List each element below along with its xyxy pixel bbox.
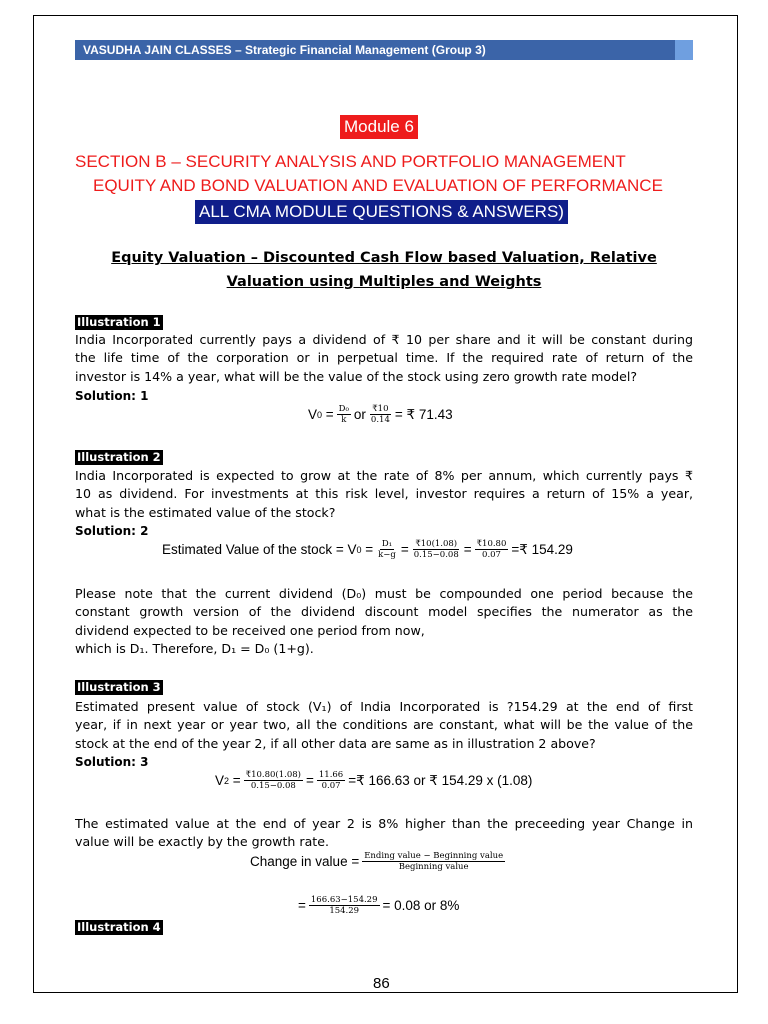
formula-subscript: 0 (317, 409, 323, 420)
formula-or: or (353, 407, 366, 422)
fraction: $\frac{₹10.80}{0.07}$ (476, 539, 507, 560)
formula-result: = ₹ 71.43 (394, 406, 453, 422)
text-line: year, if in next year or year two, all the conditions are constant, what will be the value of the (75, 717, 693, 733)
fraction: $\frac{11.66}{0.07}$ (318, 770, 344, 791)
running-header (75, 40, 693, 60)
page-number: 86 (373, 975, 390, 992)
solution-1-label: Solution: 1 (75, 389, 149, 403)
text-line: 10 as dividend. For investments at this risk level, investor requires a return of 15% a year, (75, 486, 693, 502)
formula-lhs: Change in value = (250, 854, 360, 869)
formula-lhs: Estimated Value of the stock = V (162, 542, 357, 557)
change-formula (250, 851, 508, 872)
formula-result: =₹ 154.29 (511, 541, 573, 557)
fraction: $\frac{₹10(1.08)}{0.15-0.08}$ (413, 539, 459, 560)
illustration-3-label: Illustration 3 (77, 680, 161, 694)
fraction: $\frac{\text{D₁}}{k-g}$ (378, 539, 396, 560)
section-heading: SECTION B – SECURITY ANALYSIS AND PORTFOLIO MANAGEMENT (75, 152, 626, 171)
fraction: $\frac{₹10}{0.14}$ (370, 404, 390, 425)
questions-banner: ALL CMA MODULE QUESTIONS & ANSWERS) (195, 200, 568, 224)
formula-result: = 0.08 or 8% (382, 898, 460, 913)
change-calculation: = $\frac{166.63-154.29}{154.29}$ = 0.08 or 8% (298, 895, 460, 916)
illustration-2-label: Illustration 2 (77, 450, 161, 464)
illustration-3-text (75, 698, 693, 753)
fraction: $\frac{₹10.80(1.08)}{0.15-0.08}$ (245, 770, 301, 791)
illustration-3-note (75, 815, 693, 852)
formula-subscript: 0 (356, 544, 362, 555)
formula-1: V 0 = $\frac{\text{D₀}}{k}$ or $\frac{₹10}{0.14}$ = ₹ 71.43 (308, 404, 453, 425)
text-line: India Incorporated is expected to grow at the rate of 8% per annum, which currently pays ₹ (75, 468, 693, 483)
module-label: Module 6 (340, 115, 418, 139)
solution-3-label: Solution: 3 (75, 755, 149, 769)
fraction: $\frac{\text{D₀}}{k}$ (338, 404, 349, 425)
fraction: $\frac{\text{Ending value − Beginning value}}{\text{Beginning value}}$ (364, 851, 504, 872)
formula-subscript: 2 (224, 775, 230, 786)
page-title-line-1: Equity Valuation – Discounted Cash Flow based Valuation, Relative (111, 250, 657, 266)
illustration-2-note (75, 585, 693, 659)
header-accent (675, 40, 693, 60)
page-title-line-2: Valuation using Multiples and Weights (226, 274, 542, 290)
solution-2-label: Solution: 2 (75, 524, 149, 538)
formula-result: =₹ 166.63 or ₹ 154.29 x (1.08) (348, 772, 533, 788)
text-line: The estimated value at the end of year 2 is 8% higher than the preceeding year Change in (75, 816, 693, 831)
text-line: Estimated present value of stock (V₁) of India Incorporated is ?154.29 at the end of first (75, 699, 693, 714)
text-line: Please note that the current dividend (D₀) must be compounded one period because the (75, 586, 693, 601)
text-line: investor is 14% a year, what will be the value of the stock using zero growth rate model? (75, 368, 638, 384)
text-line: value will be exactly by the growth rate. (75, 834, 329, 850)
formula-lhs: V (215, 773, 225, 788)
text-line: what is the estimated value of the stock? (75, 504, 336, 520)
text-line: India Incorporated currently pays a dividend of ₹ 10 per share and it will be constant during (75, 332, 693, 347)
text-line: constant growth version of the dividend discount model specifies the numerator as the (75, 604, 693, 620)
illustration-1-label: Illustration 1 (77, 315, 161, 329)
illustration-4-label: Illustration 4 (77, 920, 161, 934)
subheading: EQUITY AND BOND VALUATION AND EVALUATION OF PERFORMANCE (93, 176, 663, 195)
text-line: stock at the end of the year 2, if all other data are same as in illustration 2 above? (75, 735, 596, 751)
formula-lhs: V (308, 407, 318, 422)
text-line: which is D₁. Therefore, D₁ = D₀ (1+g). (75, 641, 314, 657)
text-line: the life time of the corporation or in perpetual time. If the required rate of return of the (75, 350, 693, 366)
formula-3: V 2 = $\frac{₹10.80(1.08)}{0.15-0.08}$ = $\frac{11.66}{0.07}$ =₹ 166.63 or ₹ 154.29 x (1.08) (215, 770, 533, 791)
formula-2: Estimated Value of the stock = V 0 = $\frac{\text{D₁}}{k-g}$ = $\frac{₹10(1.08)}{0.15-0.08}$ = $\frac{₹10.80}{0.07}$ =₹ 154.29 (162, 539, 573, 560)
text-line: dividend expected to be received one period from now, (75, 622, 425, 638)
fraction: $\frac{166.63-154.29}{154.29}$ (310, 895, 378, 916)
illustration-1-text (75, 331, 693, 386)
header-text: VASUDHA JAIN CLASSES – Strategic Financial Management (Group 3) (83, 43, 486, 57)
illustration-2-text (75, 467, 693, 522)
